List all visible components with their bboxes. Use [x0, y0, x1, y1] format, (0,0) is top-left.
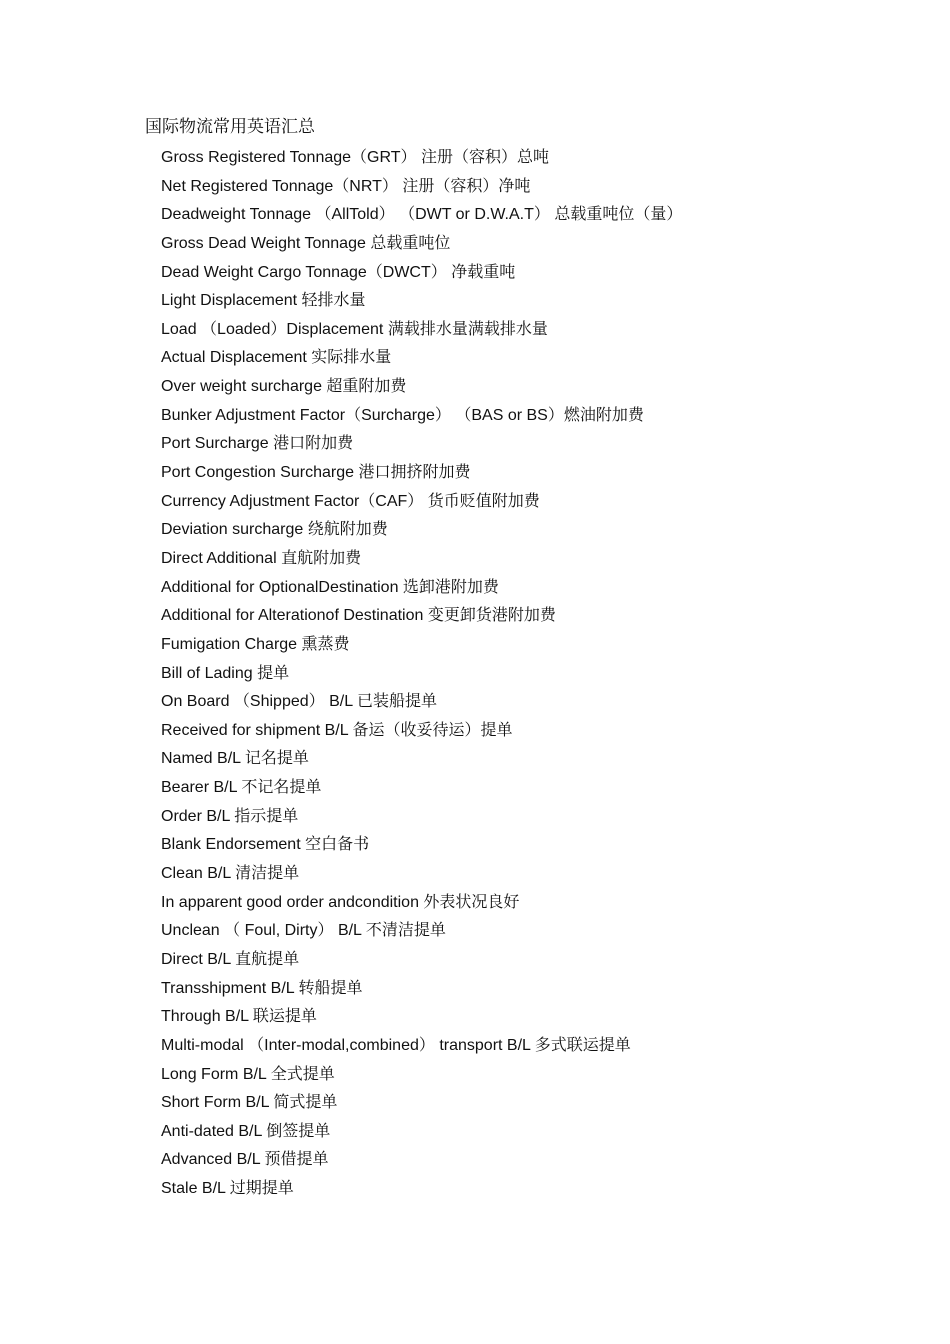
term-chinese: 总载重吨位: [370, 232, 451, 252]
term-english: Blank Endorsement: [161, 836, 306, 854]
term-chinese: 过期提单: [229, 1178, 294, 1198]
term-chinese: 不记名提单: [241, 777, 322, 797]
term-english: Light Displacement: [161, 292, 302, 310]
list-item: [161, 632, 682, 661]
list-item: [161, 1090, 682, 1119]
list-item: [161, 317, 682, 346]
term-chinese: 倒签提单: [266, 1120, 331, 1140]
list-item: [161, 976, 682, 1005]
list-item: [161, 145, 682, 174]
term-chinese: 多式联运提单: [534, 1034, 631, 1054]
term-english: In apparent good order andcondition: [161, 893, 424, 911]
term-chinese: 不清洁提单: [365, 920, 446, 940]
term-english: Long Form B/L: [161, 1065, 271, 1083]
list-item: [161, 174, 682, 203]
list-item: [161, 861, 682, 890]
term-chinese: 货币贬值附加费: [427, 490, 540, 510]
term-english: Advanced B/L: [161, 1151, 265, 1169]
term-chinese: 净载重吨: [451, 261, 516, 281]
term-english: Clean B/L: [161, 865, 236, 883]
term-list: [161, 145, 682, 1205]
term-english: Deadweight Tonnage （AllTold） （DWT or D.W.A.T）: [161, 206, 555, 224]
term-chinese: 实际排水量: [311, 347, 392, 367]
term-english: Additional for OptionalDestination: [161, 578, 403, 596]
term-chinese: 满载排水量满载排水量: [387, 318, 548, 338]
term-chinese: 联运提单: [252, 1006, 317, 1026]
list-item: [161, 661, 682, 690]
term-chinese: 轻排水量: [301, 290, 366, 310]
list-item: [161, 1033, 682, 1062]
term-chinese: 提单: [257, 662, 290, 682]
term-english: Dead Weight Cargo Tonnage（DWCT）: [161, 263, 452, 281]
term-chinese: 记名提单: [244, 748, 309, 768]
term-english: Currency Adjustment Factor（CAF）: [161, 492, 428, 510]
list-item: [161, 517, 682, 546]
term-chinese: 注册（容积）总吨: [420, 147, 549, 166]
term-chinese: 全式提单: [270, 1063, 335, 1083]
term-english: Deviation surcharge: [161, 521, 308, 539]
term-english: Order B/L: [161, 807, 235, 825]
term-chinese: 绕航附加费: [307, 519, 388, 539]
term-english: Short Form B/L: [161, 1094, 274, 1112]
list-item: [161, 603, 682, 632]
list-item: [161, 288, 682, 317]
term-english: Gross Registered Tonnage（GRT）: [161, 149, 421, 166]
term-english: Stale B/L: [161, 1180, 230, 1198]
term-english: Anti-dated B/L: [161, 1122, 267, 1140]
list-item: [161, 718, 682, 747]
term-chinese: 港口附加费: [273, 433, 354, 453]
term-chinese: 已装船提单: [356, 691, 437, 711]
term-english: Through B/L: [161, 1008, 253, 1026]
list-item: [161, 460, 682, 489]
term-english: Port Congestion Surcharge: [161, 464, 359, 482]
list-item: [161, 489, 682, 518]
term-english: Bunker Adjustment Factor（Surcharge） （BAS or BS）: [161, 406, 564, 424]
term-chinese: 外表状况良好: [423, 891, 520, 911]
term-english: Bill of Lading: [161, 664, 258, 682]
list-item: [161, 231, 682, 260]
list-item: [161, 1119, 682, 1148]
term-chinese: 备运（收妥待运）提单: [352, 719, 513, 739]
term-chinese: 总载重吨位（量）: [554, 204, 683, 224]
term-english: Load （Loaded）Displacement: [161, 320, 388, 338]
list-item: [161, 832, 682, 861]
list-item: [161, 431, 682, 460]
term-english: Fumigation Charge: [161, 635, 302, 653]
term-english: Gross Dead Weight Tonnage: [161, 234, 371, 252]
term-english: Direct B/L: [161, 950, 236, 968]
document-title: 国际物流常用英语汇总: [145, 117, 315, 137]
list-item: [161, 746, 682, 775]
term-english: Direct Additional: [161, 549, 282, 567]
term-chinese: 超重附加费: [326, 376, 407, 396]
list-item: [161, 575, 682, 604]
list-item: [161, 546, 682, 575]
term-chinese: 变更卸货港附加费: [427, 605, 556, 625]
term-chinese: 注册（容积）净吨: [402, 175, 531, 195]
list-item: [161, 689, 682, 718]
list-item: [161, 890, 682, 919]
term-chinese: 简式提单: [273, 1092, 338, 1112]
term-english: Bearer B/L: [161, 779, 242, 797]
term-english: Multi-modal （Inter-modal,combined） transport B/L: [161, 1036, 535, 1054]
list-item: [161, 918, 682, 947]
list-item: [161, 260, 682, 289]
term-english: Port Surcharge: [161, 435, 274, 453]
term-english: Named B/L: [161, 750, 245, 768]
term-chinese: 指示提单: [234, 805, 299, 825]
term-chinese: 燃油附加费: [563, 404, 644, 424]
term-english: On Board （Shipped） B/L: [161, 693, 357, 711]
list-item: [161, 403, 682, 432]
term-chinese: 熏蒸费: [301, 633, 350, 653]
term-english: Transshipment B/L: [161, 979, 299, 997]
term-chinese: 港口拥挤附加费: [358, 462, 471, 482]
term-english: Actual Displacement: [161, 349, 312, 367]
term-chinese: 直航附加费: [281, 547, 362, 567]
list-item: [161, 374, 682, 403]
term-english: Additional for Alterationof Destination: [161, 607, 428, 625]
list-item: [161, 775, 682, 804]
term-chinese: 清洁提单: [235, 863, 300, 883]
list-item: [161, 1176, 682, 1205]
list-item: [161, 1147, 682, 1176]
list-item: [161, 1062, 682, 1091]
term-chinese: 空白备书: [305, 834, 370, 854]
term-chinese: 转船提单: [298, 977, 363, 997]
term-chinese: 直航提单: [235, 948, 300, 968]
term-chinese: 预借提单: [264, 1149, 329, 1169]
term-chinese: 选卸港附加费: [402, 576, 499, 596]
list-item: [161, 1004, 682, 1033]
list-item: [161, 345, 682, 374]
list-item: [161, 804, 682, 833]
term-english: Over weight surcharge: [161, 378, 327, 396]
term-english: Received for shipment B/L: [161, 721, 353, 739]
list-item: [161, 947, 682, 976]
term-english: Unclean （ Foul, Dirty） B/L: [161, 922, 366, 940]
list-item: [161, 202, 682, 231]
term-english: Net Registered Tonnage（NRT）: [161, 177, 403, 195]
